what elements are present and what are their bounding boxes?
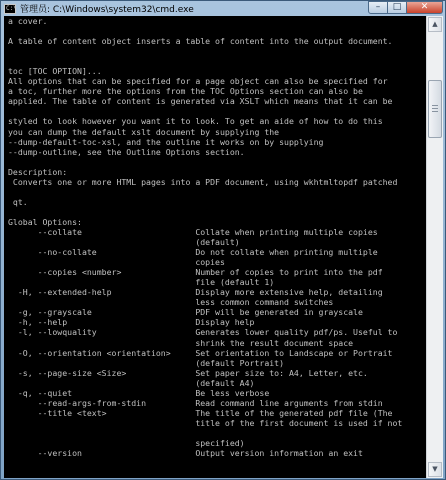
thumb-grip-line [432,111,438,112]
vertical-scrollbar[interactable] [426,16,443,478]
scrollbar-thumb[interactable] [428,80,442,138]
title-bar[interactable] [1,1,445,16]
close-button[interactable]: ✕ [407,1,443,14]
window-title: 管理员: C:\Windows\system32\cmd.exe [20,5,194,15]
thumb-grip-line [432,108,438,109]
scroll-down-arrow-icon[interactable]: ▼ [428,462,442,477]
console-output-text: a cover. A table of content object inserts a table of content into the output document. toc [TOC OPTION]... All options that can be specified for a page object can also be specified for a toc, further more the options from the TOC Options section can also be applied. The table of content is generated via XSLT which means that it can be styled to look however you want it to look. To get an aide of how to do this you can dump the default xslt document by supplying the --dump-default-toc-xsl, and the outline it works on by supplying --dump-outline, see the Outline Options section. Description: Converts one or more HTML pages into a PDF document, using wkhtmltopdf patched qt. Global Options: --collate Collate when printing multiple copies (default) --no-collate Do not collate when printing multiple copies --copies <number> Number of copies to print into the pdf file (default 1) -H, --extended-help Display more extensive help, detailing less common command switches -g, --grayscale PDF will be generated in grayscale -h, --help Display help -l, --lowquality Generates lower quality pdf/ps. Useful to shrink the result document space -O, --orientation <orientation> Set orientation to Landscape or Portrait (default Portrait) -s, --page-size <Size> Set paper size to: A4, Letter, etc. (default A4) -q, --quiet Be less verbose --read-args-from-stdin Read command line arguments from stdin --title <text> The title of the generated pdf file (The title of the first document is used if not specified) --version Output version information an exit [8,16,403,459]
cmd-app-icon[interactable]: C:\ [6,4,17,12]
minimize-button[interactable]: – [368,1,388,14]
console-output-area[interactable] [4,16,426,478]
thumb-grip-line [432,105,438,106]
scroll-up-arrow-icon[interactable]: ▲ [428,17,442,32]
window-controls [368,1,443,15]
maximize-button[interactable]: □ [388,1,407,14]
